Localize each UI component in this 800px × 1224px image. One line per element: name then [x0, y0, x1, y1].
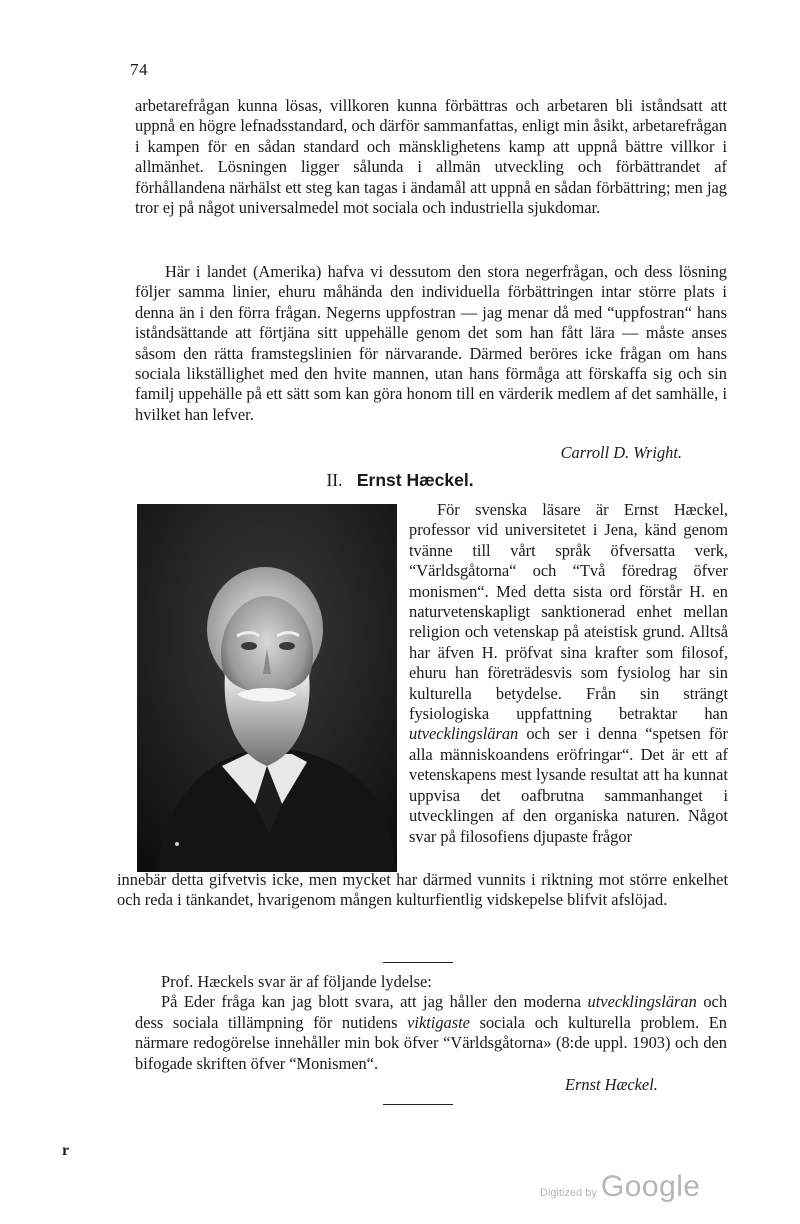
section-number: II.	[326, 470, 343, 490]
paragraph-negro-question	[135, 262, 727, 425]
paragraph-worker-question	[135, 96, 727, 218]
haeckel-intro-part-1: För svenska läsare är Ernst Hæckel, professor vid universitetet i Jena, känd genom tvänne till vårt språk öfversatta verk, “Världsgåtorna“ och “Två föredrag öfver monismen“. Med detta sista ord förstår H. en naturvetenskapligt sanktionerad enhet mellan religion och vetenskap på ateistisk grund. Alltså har äfven H. pröfvat sina krafter som filosof, ehuru han företrädesvis som fysiolog har sin kulturella betydelse. Från sin strängt fysiologiska uppfattning betraktar han	[409, 500, 728, 724]
paragraph-1-text: arbetarefrågan kunna lösas, villkoren kunna förbättras och arbetaren bli iståndsatt att uppnå en högre lefnadsstandard, och därför sammanfattas, enligt min åsikt, arbetarefrågan i kampen för en sådan standard och mänsklighetens kamp att uppnå bättre villkor i allmänhet. Lösningen ligger sålunda i allmän utveckling och förbättrandet af förhållandena närhälst ett steg kan tagas i ändamål att uppnå en sådan förbättring; men jag tror ej på något universalmedel mot sociala och industriella sjukdomar.	[135, 96, 727, 218]
signature-wright: Carroll D. Wright.	[560, 443, 682, 462]
haeckel-intro-paragraph	[409, 500, 728, 847]
digitized-watermark	[540, 1170, 701, 1204]
section-divider-2	[383, 1104, 453, 1105]
portrait-illustration	[137, 504, 397, 872]
haeckel-continuation	[117, 870, 728, 911]
stray-print-mark: r	[62, 1142, 70, 1159]
watermark-brand: Google	[600, 1170, 701, 1203]
reply-text-3: sociala och kulturella problem. En närmare redogörelse innehåller min bok öfver “Världsgåtorna» (8:de uppl. 1903) och den bifogade skriften öfver “Monismen“.	[135, 1012, 727, 1073]
haeckel-intro-italic-term: utvecklingsläran	[409, 724, 519, 744]
signature-haeckel: Ernst Hæckel.	[565, 1075, 658, 1094]
section-divider-1	[383, 962, 453, 963]
haeckel-continuation-text: innebär detta gifvetvis icke, men mycket har därmed vunnits i riktning mot större enkelhet och reda i tänkandet, hvarigenom mången kulturfientlig vidskepelse blifvit afslöjad.	[117, 870, 728, 910]
section-title: Ernst Hæckel.	[356, 470, 474, 490]
watermark-prefix: Digitized by	[540, 1187, 597, 1199]
reply-text-2: och dess sociala tillämpning för nutidens	[135, 992, 728, 1032]
reply-text-1: På Eder fråga kan jag blott svara, att jag håller den moderna	[161, 992, 581, 1012]
haeckel-introduction	[409, 500, 728, 847]
section-heading	[0, 470, 800, 491]
haeckel-intro-part-2: och ser i denna “spetsen för alla människoandens eröfringar“. Det är ett af vetenskapens mest lysande resultat att ha kunnat uppvisa det oafbrutna sammanhanget i utvecklingen af den organiska naturen. Något svar på filosofiens djupaste frågor	[409, 724, 728, 846]
page-number: 74	[130, 60, 148, 79]
portrait-photo	[137, 504, 397, 872]
paragraph-2-text: Här i landet (Amerika) hafva vi dessutom den stora negerfrågan, och dess lösning följer samma linier, ehuru måhända den individuella förbättringen intar större plats i denna än i den förra frågan. Negerns uppfostran — jag menar då med “uppfostran“ hans iståndsättande att förtjäna sitt uppehälle genom det som han fått lära — måste anses såsom den rätta framstegslinien för närvarande. Därmed beröres icke frågan om hans sociala likställighet med den hvite mannen, utan hans förmåga att förskaffa sig och sin familj uppehälle på ett sätt som kan göra honom till en värderik medlem af det samhälle, i hvilket han lefver.	[135, 262, 727, 424]
reply-intro: Prof. Hæckels svar är af följande lydelse:	[161, 972, 432, 991]
reply-italic-1: utvecklingsläran	[587, 992, 697, 1012]
reply-body	[135, 992, 727, 1074]
reply-italic-2: viktigaste	[407, 1012, 470, 1032]
haeckel-reply	[135, 972, 727, 1074]
